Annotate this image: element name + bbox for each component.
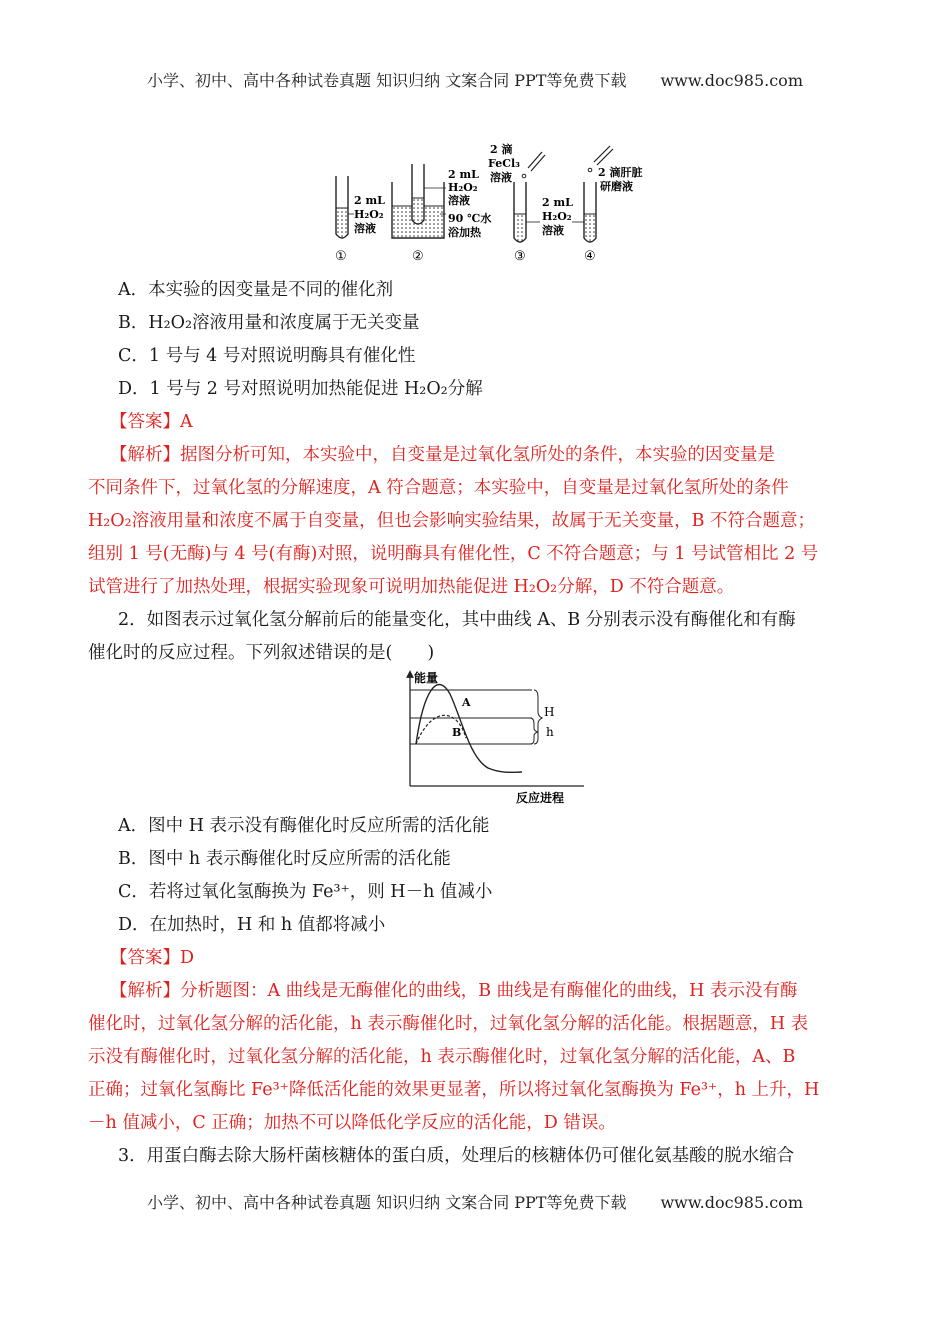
page-header	[0, 68, 950, 91]
tube-2-bath-temp: 90 ℃水	[448, 212, 492, 225]
brace-h-lower	[530, 718, 538, 744]
tube-1	[335, 176, 385, 264]
q2-option-c: C．若将过氧化氢酶换为 Fe³⁺，则 H－h 值减小	[118, 882, 493, 902]
q1-answer: 【答案】A	[110, 412, 193, 432]
header-site: www.doc985.com	[660, 71, 803, 90]
page-footer	[0, 1190, 950, 1213]
q1-analysis-line-1: 【解析】据图分析可知，本实验中，自变量是过氧化氢所处的条件，本实验的因变量是	[110, 445, 775, 465]
q1-analysis-line-4: 组别 1 号(无酶)与 4 号(有酶)对照，说明酶具有催化性，C 不符合题意；与 1 号试管相比 2 号	[88, 544, 819, 564]
mid-chem: H₂O₂	[542, 210, 572, 223]
mid-word: 溶液	[542, 224, 564, 237]
q1-option-a: A．本实验的因变量是不同的催化剂	[118, 280, 394, 300]
test-tube-figure	[328, 138, 658, 266]
q1-option-c: C．1 号与 4 号对照说明酶具有催化性	[118, 346, 416, 366]
q2-analysis-line-1: 【解析】分析题图：A 曲线是无酶催化的曲线，B 曲线是有酶催化的曲线，H 表示没有酶	[110, 981, 798, 1001]
q2-analysis-line-2: 催化时，过氧化氢分解的活化能，h 表示酶催化时，过氧化氢分解的活化能。根据题意，H 表	[88, 1014, 809, 1034]
tube-4-number: ④	[584, 249, 596, 264]
q3-stem: 3．用蛋白酶去除大肠杆菌核糖体的蛋白质，处理后的核糖体仍可催化氨基酸的脱水缩合	[118, 1146, 795, 1166]
energy-diagram	[398, 668, 588, 808]
tube-2-beaker	[392, 164, 491, 264]
q2-option-d: D．在加热时，H 和 h 值都将减小	[118, 915, 386, 935]
tube-1-volume: 2 mL	[354, 194, 385, 207]
tube-3-reagent: FeCl₃	[488, 157, 520, 170]
x-axis-label: 反应进程	[516, 791, 565, 805]
header-text: 小学、初中、高中各种试卷真题 知识归纳 文案合同 PPT等免费下载	[147, 71, 627, 90]
q2-stem-line-2: 催化时的反应过程。下列叙述错误的是( )	[88, 643, 435, 663]
q1-analysis-line-2: 不同条件下，过氧化氢的分解速度，A 符合题意；本实验中，自变量是过氧化氢所处的条件	[88, 478, 789, 498]
mid-volume: 2 mL	[542, 196, 573, 209]
curve-b-label: B	[452, 726, 462, 739]
q2-stem-line-1: 2．如图表示过氧化氢分解前后的能量变化，其中曲线 A、B 分别表示没有酶催化和有酶	[118, 610, 796, 630]
tube-4-drops: 2 滴肝脏	[598, 166, 643, 179]
q2-analysis-line-3: 示没有酶催化时，过氧化氢分解的活化能，h 表示酶催化时，过氧化氢分解的活化能，A、B	[88, 1047, 796, 1067]
q1-analysis-line-3: H₂O₂溶液用量和浓度不属于自变量，但也会影响实验结果，故属于无关变量，B 不符合题意；	[88, 511, 816, 531]
tube-1-chem: H₂O₂	[354, 208, 384, 221]
tube-2-volume: 2 mL	[448, 168, 479, 181]
tube-2-bath-heat: 浴加热	[448, 226, 481, 239]
brace-h-upper	[534, 690, 542, 744]
y-axis-label: 能量	[414, 671, 439, 685]
q1-option-d: D．1 号与 2 号对照说明加热能促进 H₂O₂分解	[118, 379, 483, 399]
q2-answer: 【答案】D	[110, 948, 195, 968]
label-H: H	[544, 705, 555, 719]
tube-2-number: ②	[412, 249, 424, 264]
label-h: h	[546, 725, 554, 739]
q1-analysis-line-5: 试管进行了加热处理，根据实验现象可说明加热能促进 H₂O₂分解，D 不符合题意。	[88, 577, 735, 597]
footer-site: www.doc985.com	[660, 1193, 803, 1212]
footer-text: 小学、初中、高中各种试卷真题 知识归纳 文案合同 PPT等免费下载	[147, 1193, 627, 1212]
q1-option-b: B．H₂O₂溶液用量和浓度属于无关变量	[118, 313, 420, 333]
q2-option-b: B．图中 h 表示酶催化时反应所需的活化能	[118, 849, 451, 869]
tube-3-drops: 2 滴	[490, 143, 513, 156]
q2-analysis-line-5: －h 值减小，C 正确；加热不可以降低化学反应的活化能，D 错误。	[88, 1113, 616, 1133]
tube-3	[488, 142, 584, 264]
tube-2-word: 溶液	[448, 194, 470, 207]
q2-option-a: A．图中 H 表示没有酶催化时反应所需的活化能	[118, 816, 490, 836]
q2-analysis-line-4: 正确；过氧化氢酶比 Fe³⁺降低活化能的效果更显著，所以将过氧化氢酶换为 Fe³⁺，h 上升，H	[88, 1080, 820, 1100]
curve-a-label: A	[462, 696, 471, 709]
tube-1-number: ①	[335, 249, 347, 264]
tube-4	[584, 146, 642, 264]
tube-2-chem: H₂O₂	[448, 181, 478, 194]
tube-4-word: 研磨液	[600, 180, 633, 193]
tube-3-word: 溶液	[490, 171, 512, 184]
tube-1-word: 溶液	[354, 222, 376, 235]
tube-3-number: ③	[514, 249, 526, 264]
